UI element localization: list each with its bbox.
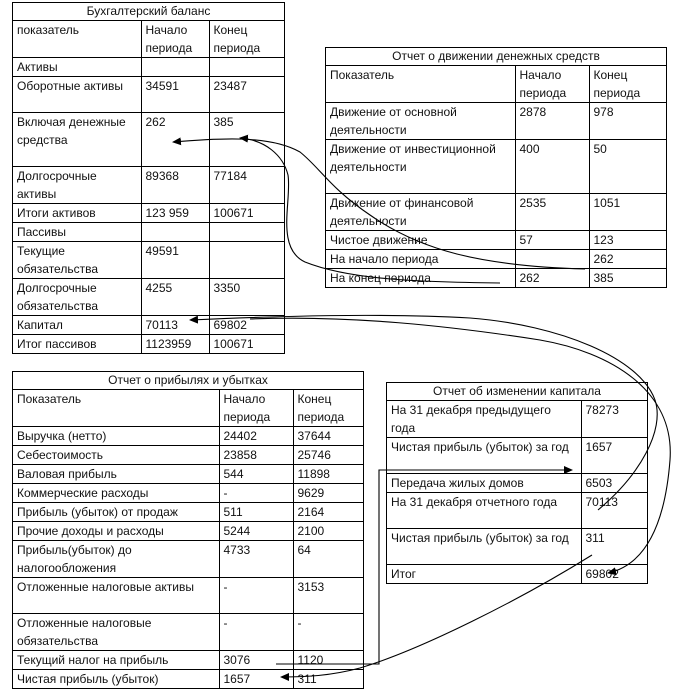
profit-header-cell: Показатель [13,390,219,427]
profit-row [13,503,363,522]
balance-value-cell: 69802 [209,316,284,335]
balance-row [13,58,284,77]
cashflow-header-row [326,66,666,103]
profit-row [13,446,363,465]
balance-row [13,316,284,335]
equity-value-cell: 1657 [581,438,647,474]
cashflow-row [326,140,666,194]
balance-header-cell: Конец периода [209,21,284,58]
equity-row [387,438,647,474]
profit-row [13,465,363,484]
profit-label-cell: Текущий налог на прибыль [13,651,219,670]
balance-value-cell: 3350 [209,279,284,316]
balance-value-cell: 89368 [141,167,209,204]
balance-label-cell: Итоги активов [13,204,141,223]
profit-value-cell: 3153 [293,578,363,614]
cashflow-value-cell: 2535 [515,194,589,231]
balance-value-cell [141,58,209,77]
profit-header-cell: Конец периода [293,390,363,427]
cashflow-row [326,194,666,231]
cashflow-value-cell: 400 [515,140,589,194]
equity-label-cell: Чистая прибыль (убыток) за год [387,438,581,474]
cashflow-row [326,103,666,140]
balance-value-cell: 1123959 [141,335,209,354]
equity-label-cell: Итог [387,565,581,584]
cashflow-value-cell: 385 [589,269,666,288]
balance-sheet-body [13,21,284,353]
equity-body [387,401,647,583]
equity-value-cell: 70113 [581,493,647,529]
profit-value-cell: 311 [293,670,363,689]
profit-row [13,484,363,503]
cashflow-table [325,47,667,288]
balance-value-cell [141,223,209,242]
balance-value-cell: 34591 [141,77,209,113]
balance-value-cell: 123 959 [141,204,209,223]
balance-label-cell: Включая денежные средства [13,113,141,167]
balance-row [13,113,284,167]
profit-value-cell: - [219,614,293,651]
equity-value-cell: 6503 [581,474,647,493]
cashflow-value-cell: 123 [589,231,666,250]
profit-value-cell: 2164 [293,503,363,522]
balance-label-cell: Долгосрочные активы [13,167,141,204]
cashflow-title: Отчет о движении денежных средств [326,48,666,66]
cashflow-row [326,250,666,269]
balance-value-cell: 49591 [141,242,209,279]
profit-row [13,427,363,446]
balance-value-cell: 100671 [209,335,284,354]
balance-label-cell: Долгосрочные обязательства [13,279,141,316]
balance-row [13,279,284,316]
profit-value-cell: 3076 [219,651,293,670]
profit-value-cell: 37644 [293,427,363,446]
profit-header-row [13,390,363,427]
cashflow-label-cell: Движение от инвестиционной деятельности [326,140,515,194]
equity-value-cell: 311 [581,529,647,565]
profit-value-cell: 25746 [293,446,363,465]
cashflow-value-cell: 1051 [589,194,666,231]
cashflow-header-cell: Конец периода [589,66,666,103]
profit-row [13,541,363,578]
profit-row [13,578,363,614]
profit-label-cell: Валовая прибыль [13,465,219,484]
profit-label-cell: Прочие доходы и расходы [13,522,219,541]
cashflow-value-cell: 2878 [515,103,589,140]
balance-value-cell [209,223,284,242]
balance-sheet-title: Бухгалтерский баланс [13,3,284,21]
balance-value-cell: 100671 [209,204,284,223]
profit-label-cell: Себестоимость [13,446,219,465]
equity-label-cell: На 31 декабря отчетного года [387,493,581,529]
profit-label-cell: Прибыль (убыток) от продаж [13,503,219,522]
balance-value-cell: 77184 [209,167,284,204]
profit-label-cell: Коммерческие расходы [13,484,219,503]
balance-row [13,242,284,279]
cashflow-label-cell: Движение от основной деятельности [326,103,515,140]
cashflow-label-cell: На конец периода [326,269,515,288]
cashflow-header-cell: Показатель [326,66,515,103]
profit-value-cell: 1657 [219,670,293,689]
profit-row [13,614,363,651]
profit-value-cell: 2100 [293,522,363,541]
balance-row [13,77,284,113]
balance-label-cell: Итог пассивов [13,335,141,354]
balance-label-cell: Пассивы [13,223,141,242]
profit-value-cell: 5244 [219,522,293,541]
balance-row [13,223,284,242]
profit-value-cell: 24402 [219,427,293,446]
cashflow-body [326,66,666,287]
profit-value-cell: - [293,614,363,651]
balance-label-cell: Капитал [13,316,141,335]
equity-value-cell: 69802 [581,565,647,584]
cashflow-value-cell [515,250,589,269]
cashflow-label-cell: Движение от финансовой деятельности [326,194,515,231]
profit-row [13,522,363,541]
balance-row [13,335,284,354]
balance-value-cell [209,58,284,77]
profit-label-cell: Чистая прибыль (убыток) [13,670,219,689]
equity-row [387,565,647,584]
balance-value-cell [209,242,284,279]
balance-header-cell: показатель [13,21,141,58]
equity-title: Отчет об изменении капитала [387,383,647,401]
balance-value-cell: 70113 [141,316,209,335]
balance-header-cell: Начало периода [141,21,209,58]
cashflow-row [326,231,666,250]
profit-loss-title: Отчет о прибылях и убытках [13,372,363,390]
profit-value-cell: 4733 [219,541,293,578]
balance-value-cell: 23487 [209,77,284,113]
equity-row [387,493,647,529]
equity-label-cell: На 31 декабря предыдущего года [387,401,581,438]
cashflow-label-cell: Чистое движение [326,231,515,250]
profit-label-cell: Отложенные налоговые обязательства [13,614,219,651]
profit-value-cell: - [219,578,293,614]
cashflow-value-cell: 262 [589,250,666,269]
cashflow-value-cell: 50 [589,140,666,194]
equity-label-cell: Чистая прибыль (убыток) за год [387,529,581,565]
profit-row [13,670,363,689]
profit-value-cell: 1120 [293,651,363,670]
balance-value-cell: 4255 [141,279,209,316]
equity-row [387,474,647,493]
profit-label-cell: Отложенные налоговые активы [13,578,219,614]
cashflow-value-cell: 262 [515,269,589,288]
profit-value-cell: 11898 [293,465,363,484]
equity-table [386,382,648,584]
profit-loss-table [12,371,364,689]
profit-value-cell: 511 [219,503,293,522]
equity-label-cell: Передача жилых домов [387,474,581,493]
profit-header-cell: Начало периода [219,390,293,427]
profit-label-cell: Прибыль(убыток) до налогообложения [13,541,219,578]
profit-row [13,651,363,670]
profit-label-cell: Выручка (нетто) [13,427,219,446]
equity-row [387,529,647,565]
cashflow-header-cell: Начало периода [515,66,589,103]
balance-header-row [13,21,284,58]
profit-value-cell: 23858 [219,446,293,465]
profit-value-cell: - [219,484,293,503]
balance-value-cell: 385 [209,113,284,167]
equity-row [387,401,647,438]
profit-value-cell: 544 [219,465,293,484]
equity-value-cell: 78273 [581,401,647,438]
balance-value-cell: 262 [141,113,209,167]
profit-value-cell: 9629 [293,484,363,503]
cashflow-label-cell: На начало периода [326,250,515,269]
cashflow-value-cell: 57 [515,231,589,250]
balance-sheet-table [12,2,285,354]
balance-label-cell: Оборотные активы [13,77,141,113]
balance-label-cell: Активы [13,58,141,77]
cashflow-row [326,269,666,288]
balance-label-cell: Текущие обязательства [13,242,141,279]
balance-row [13,167,284,204]
profit-value-cell: 64 [293,541,363,578]
profit-loss-body [13,390,363,688]
balance-row [13,204,284,223]
cashflow-value-cell: 978 [589,103,666,140]
